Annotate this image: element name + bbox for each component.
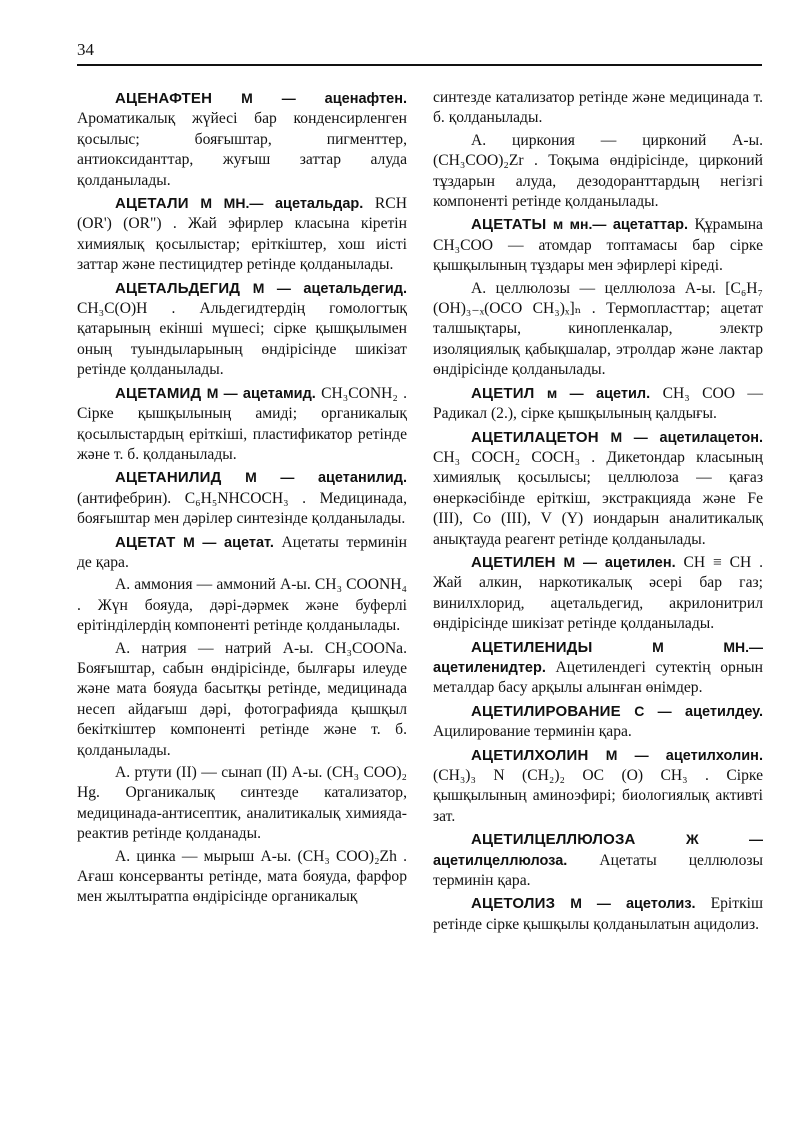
entry-subheading: А. ртути (II) — сынап (II) А-ы.	[115, 764, 323, 781]
entry-headword: АЦЕТИЛИРОВАНИЕ	[471, 702, 621, 720]
entry-headword: АЦЕТАТЫ	[471, 216, 547, 234]
dictionary-entry	[433, 279, 763, 381]
entry-grammar-label: М —	[183, 533, 217, 550]
entry-paragraph	[77, 532, 407, 574]
dictionary-entry	[77, 467, 407, 529]
entry-definition: CH₃COONa. Бояғыштар, сабын өндірісінде, былғары илеуде және мата бояуда басытқы ретінде, медицинада несеп айдағыш дәрі, фотографияда қышқыл бекіткіштер компоненті ретінде және т. б. қолданылады.	[77, 639, 407, 759]
entry-translation: аценафтен.	[324, 91, 407, 107]
entry-translation: ацетолиз.	[625, 896, 696, 913]
entry-definition: Құрамына CH₃COO — атомдар топтамасы бар сірке қышқылының тұздары мен эфирлері кіреді.	[433, 216, 763, 275]
entry-translation: ацетилен.	[604, 554, 676, 571]
entry-paragraph	[433, 383, 763, 425]
entry-paragraph	[77, 575, 407, 636]
entry-subheading: А. цинка — мырыш А-ы.	[115, 847, 292, 865]
entry-headword: АЦЕТИЛ	[471, 384, 535, 402]
entry-definition: Ацетаты терминін де қара.	[77, 533, 407, 571]
entry-definition: CH₃ COONH₄ . Жүн бояуда, дәрі-дәрмек және буферлі ерітінділердің компоненті ретінде қолданылады.	[77, 576, 407, 635]
entry-grammar-label: М —	[563, 553, 598, 570]
entry-translation: ацетилацетон.	[659, 429, 763, 446]
entry-definition: (CH₃COO)₂Zr . Тоқыма өндірісінде, цирконий тұздарын алуда, дезодоранттардың негізгі компоненті ретінде қолданылады.	[433, 152, 763, 211]
entry-definition: CH₃CONH₂ . Сірке қышқылының амиді; органикалық қосылыстардың еріткіші, пластификатор ретінде және т. б. қолданылады.	[77, 384, 407, 463]
entry-paragraph	[433, 745, 763, 828]
entry-definition: [C₆H₇ (OH)₃₋ₓ(OCO CH₃)ₓ]ₙ . Термопласттар; ацетат талшықтары, кинопленкалар, электр изоляциялық қабықшалар, этролдар және лактар өндірісінде қолданылады.	[433, 279, 763, 379]
page-number: 34	[77, 40, 94, 59]
entry-paragraph	[433, 829, 763, 891]
entry-definition: (CH₃ COO)₂ Hg. Органикалық синтезде катализатор, медицинада-антисептик, аналитикалық химияда-реактив ретінде қолданады.	[77, 764, 407, 843]
entry-grammar-label: М —	[241, 90, 296, 106]
entry-subheading: А. целлюлозы — целлюлоза А-ы.	[471, 279, 716, 297]
entry-translation: ацетил.	[596, 385, 651, 402]
dictionary-entry	[433, 701, 763, 743]
dictionary-entry	[433, 383, 763, 425]
left-column	[77, 88, 407, 910]
dictionary-entry	[77, 847, 407, 908]
entry-grammar-label: М —	[206, 384, 238, 401]
entry-definition: Ароматикалық жүйесі бар конденсирленген қосылыс; бояғыштар, пигменттер, антиоксиданттар, жуғыш заттар алуда қолданылады.	[77, 110, 407, 189]
entry-headword: АЦЕТАТ	[115, 533, 176, 551]
dictionary-entry	[433, 552, 763, 635]
entry-headword: АЦЕТАМИД	[115, 384, 202, 402]
entry-paragraph	[433, 214, 763, 276]
entry-grammar-label: М —	[252, 279, 291, 296]
entry-paragraph	[433, 279, 763, 381]
entry-paragraph	[433, 637, 763, 699]
entry-definition: Ацетаты целлюлозы терминін қара.	[433, 851, 763, 890]
entry-definition: CH₃ COCH₂ COCH₃ . Дикетондар класының химиялық қосылысы; целлюлоза — қағаз өнеркәсібінде еріткіш, экстракцияда және Fe (III), Co (III), V (Y) иондарын аналитикалық анықтауда реагент ретінде қолданылады.	[433, 448, 763, 548]
entry-definition: CH₃ COO — Радикал (2.), сірке қышқылының қалдығы.	[433, 384, 763, 423]
dictionary-entry	[77, 532, 407, 574]
dictionary-entry	[433, 745, 763, 828]
entry-definition: (CH₃ COO)₂Zh . Ағаш консерванты ретінде, мата бояуда, фарфор мен жылтыратпа өндірісінде органикалық	[77, 847, 407, 906]
entry-definition: Еріткіш ретінде сірке қышқылы қолданылатын ацидолиз.	[433, 895, 763, 933]
entry-definition: Ацилирование терминін қара.	[433, 723, 632, 741]
entry-definition: Ацетилендегі сутектің орнын металдар басу арқылы алынған өнімдер.	[433, 658, 763, 697]
right-column	[433, 88, 763, 937]
dictionary-entry	[433, 131, 763, 213]
entry-translation: ацетальдегид.	[303, 280, 407, 297]
entry-translation: ацетилхолин.	[665, 747, 763, 764]
dictionary-entry	[77, 88, 407, 191]
entry-paragraph	[77, 88, 407, 191]
entry-paragraph	[77, 847, 407, 908]
entry-definition: CH₃C(O)H . Альдегидтердің гомологтық қатарының екінші мүшесі; сірке қышқылымен оның туындыларының өндірісінде шикізат ретінде қолданылады.	[77, 300, 407, 379]
entry-definition: RCH (OR') (OR") . Жай эфирлер класына кіретін химиялық қосылыстар; еріткіштер, хош иісті заттар және пестицидтер ретінде қолданылады.	[77, 195, 407, 274]
entry-translation: ацетиленидтер.	[433, 659, 546, 676]
entry-grammar-label: М —	[245, 469, 295, 486]
entry-paragraph	[77, 639, 407, 761]
entry-paragraph	[433, 131, 763, 213]
entry-headword: АЦЕНАФТЕН	[115, 90, 213, 107]
entry-paragraph	[77, 278, 407, 381]
dictionary-entry	[433, 893, 763, 935]
dictionary-entry	[77, 383, 407, 466]
entry-paragraph	[77, 383, 407, 466]
entry-headword: АЦЕТАЛЬДЕГИД	[115, 279, 241, 297]
entry-headword: АЦЕТИЛАЦЕТОН	[471, 428, 599, 446]
entry-translation: ацетамид.	[242, 385, 316, 402]
entry-paragraph	[433, 88, 763, 129]
dictionary-entry	[77, 763, 407, 845]
entry-paragraph	[77, 193, 407, 276]
dictionary-entry	[433, 88, 763, 129]
entry-grammar-label: С —	[634, 702, 672, 719]
entry-translation: ацетат.	[224, 534, 274, 551]
entry-grammar-label: М —	[610, 428, 648, 445]
dictionary-entry	[433, 637, 763, 699]
dictionary-entry	[433, 829, 763, 891]
entry-paragraph	[433, 893, 763, 935]
entry-subheading: А. циркония — цирконий А-ы.	[471, 131, 763, 149]
entry-paragraph	[433, 701, 763, 743]
header-rule	[77, 64, 762, 66]
entry-subheading: А. натрия — натрий А-ы.	[115, 639, 314, 657]
entry-grammar-label: М МН.—	[200, 195, 264, 212]
entry-grammar-label: М —	[605, 746, 649, 763]
entry-grammar-label: М —	[570, 895, 611, 912]
entry-translation: ацетанилид.	[317, 470, 407, 487]
dictionary-entry	[433, 427, 763, 550]
entry-translation: ацетальдар.	[274, 196, 364, 213]
entry-definition: (антифебрин). C₆H₅NHCOCH₃ . Медицинада, бояғыштар мен дәрілер синтезінде қолданылады.	[77, 489, 407, 528]
entry-headword: АЦЕТОЛИЗ	[471, 895, 556, 913]
entry-grammar-label: Ж —	[685, 831, 763, 848]
entry-subheading: А. аммония — аммоний А-ы.	[115, 576, 311, 594]
entry-grammar-label: М МН.—	[652, 638, 763, 655]
entry-headword: АЦЕТИЛЕН	[471, 553, 556, 571]
entry-translation: ацетилдеу.	[685, 703, 764, 720]
entry-paragraph	[77, 467, 407, 529]
dictionary-entry	[77, 278, 407, 381]
entry-paragraph	[433, 427, 763, 550]
dictionary-entry	[77, 193, 407, 276]
dictionary-entry	[433, 214, 763, 276]
entry-headword: АЦЕТИЛЕНИДЫ	[471, 638, 593, 656]
entry-headword: АЦЕТИЛЦЕЛЛЮЛОЗА	[471, 831, 636, 849]
entry-headword: АЦЕТАЛИ	[115, 195, 189, 213]
entry-paragraph	[433, 552, 763, 635]
entry-definition: CH ≡ CH . Жай алкин, наркотикалық әсері бар газ; винилхлорид, ацетальдегид, акрилонитрил өндірісінде шикізат ретінде қолданылады.	[433, 553, 764, 633]
entry-translation: ацетаттар.	[612, 217, 688, 234]
entry-paragraph	[77, 763, 407, 845]
entry-grammar-label: м —	[546, 384, 584, 401]
entry-definition: (CH₃)₃ N (CH₂)₂ OC (O) CH₃ . Сірке қышқылының аминоэфирі; биологиялық активті зат.	[433, 767, 763, 825]
dictionary-entry	[77, 639, 407, 761]
entry-grammar-label: м мн.—	[552, 216, 607, 233]
entry-translation: ацетилцеллюлоза.	[433, 852, 568, 869]
dictionary-entry	[77, 575, 407, 636]
entry-headword: АЦЕТАНИЛИД	[115, 469, 222, 487]
entry-definition: синтезде катализатор ретінде және медицинада т. б. қолданылады.	[433, 89, 763, 127]
entry-headword: АЦЕТИЛХОЛИН	[471, 746, 589, 764]
